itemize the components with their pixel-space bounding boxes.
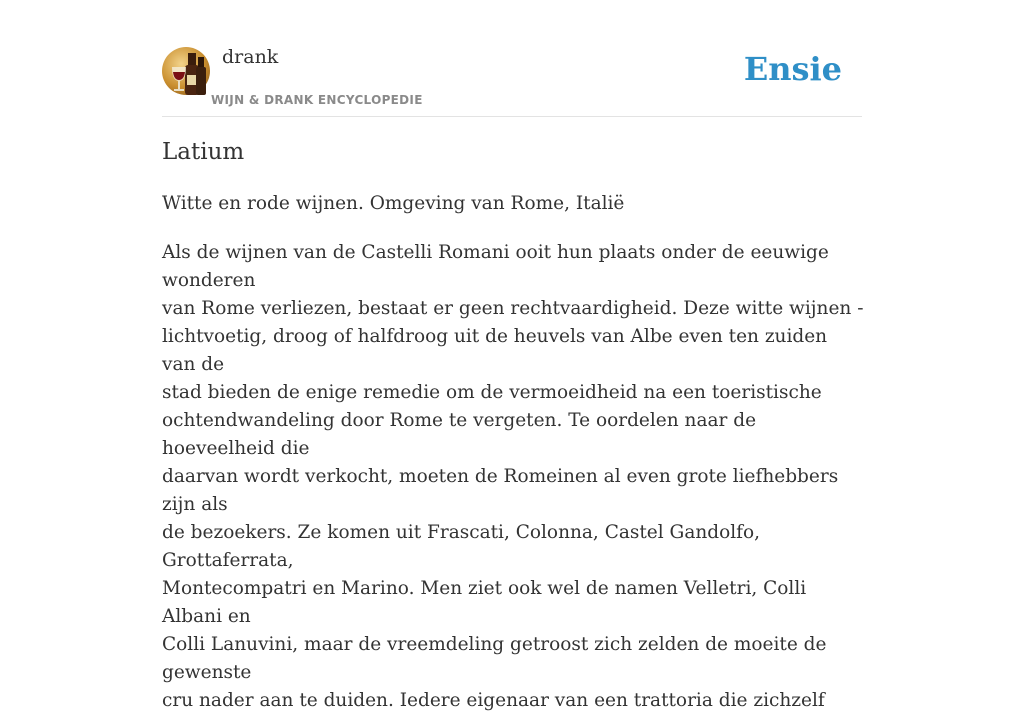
article-body: Als de wijnen van de Castelli Romani ooit hun plaats onder de eeuwige wonderen van Rome verliezen, bestaat er geen rechtvaardigheid. Deze witte wijnen - lichtvoetig, droog of halfdroog uit de heuvels van Albe even ten zuiden van de stad bieden de enige remedie om de vermoeidheid na een toeristische ochtendwandeling door Rome te vergeten. Te oordelen naar de hoeveelheid die daarvan wordt verkocht, moeten de Romeinen al even grote liefhebbers zijn als de bezoekers. Ze komen uit Frascati, Colonna, Castel Gandolfo, Grottaferrata, Montecompatri en Marino. Men ziet ook wel de namen Velletri, Colli Albani en Colli Lanuvini, maar de vreemdeling getroost zich zelden de moeite de gewenste cru nader aan te duiden. Iedere eigenaar van een trattoria die zichzelf [162, 242, 864, 711]
brand-logo-link[interactable]: Ensie [743, 50, 842, 88]
article-lead: Witte en rode wijnen. Omgeving van Rome, Italië [162, 193, 625, 214]
site-name[interactable]: drank [222, 46, 279, 68]
page-title: Latium [162, 139, 245, 165]
site-subtitle: WIJN & DRANK ENCYCLOPEDIE [211, 93, 423, 107]
wine-bottle-glass-icon[interactable] [162, 47, 210, 95]
site-header [162, 0, 862, 117]
